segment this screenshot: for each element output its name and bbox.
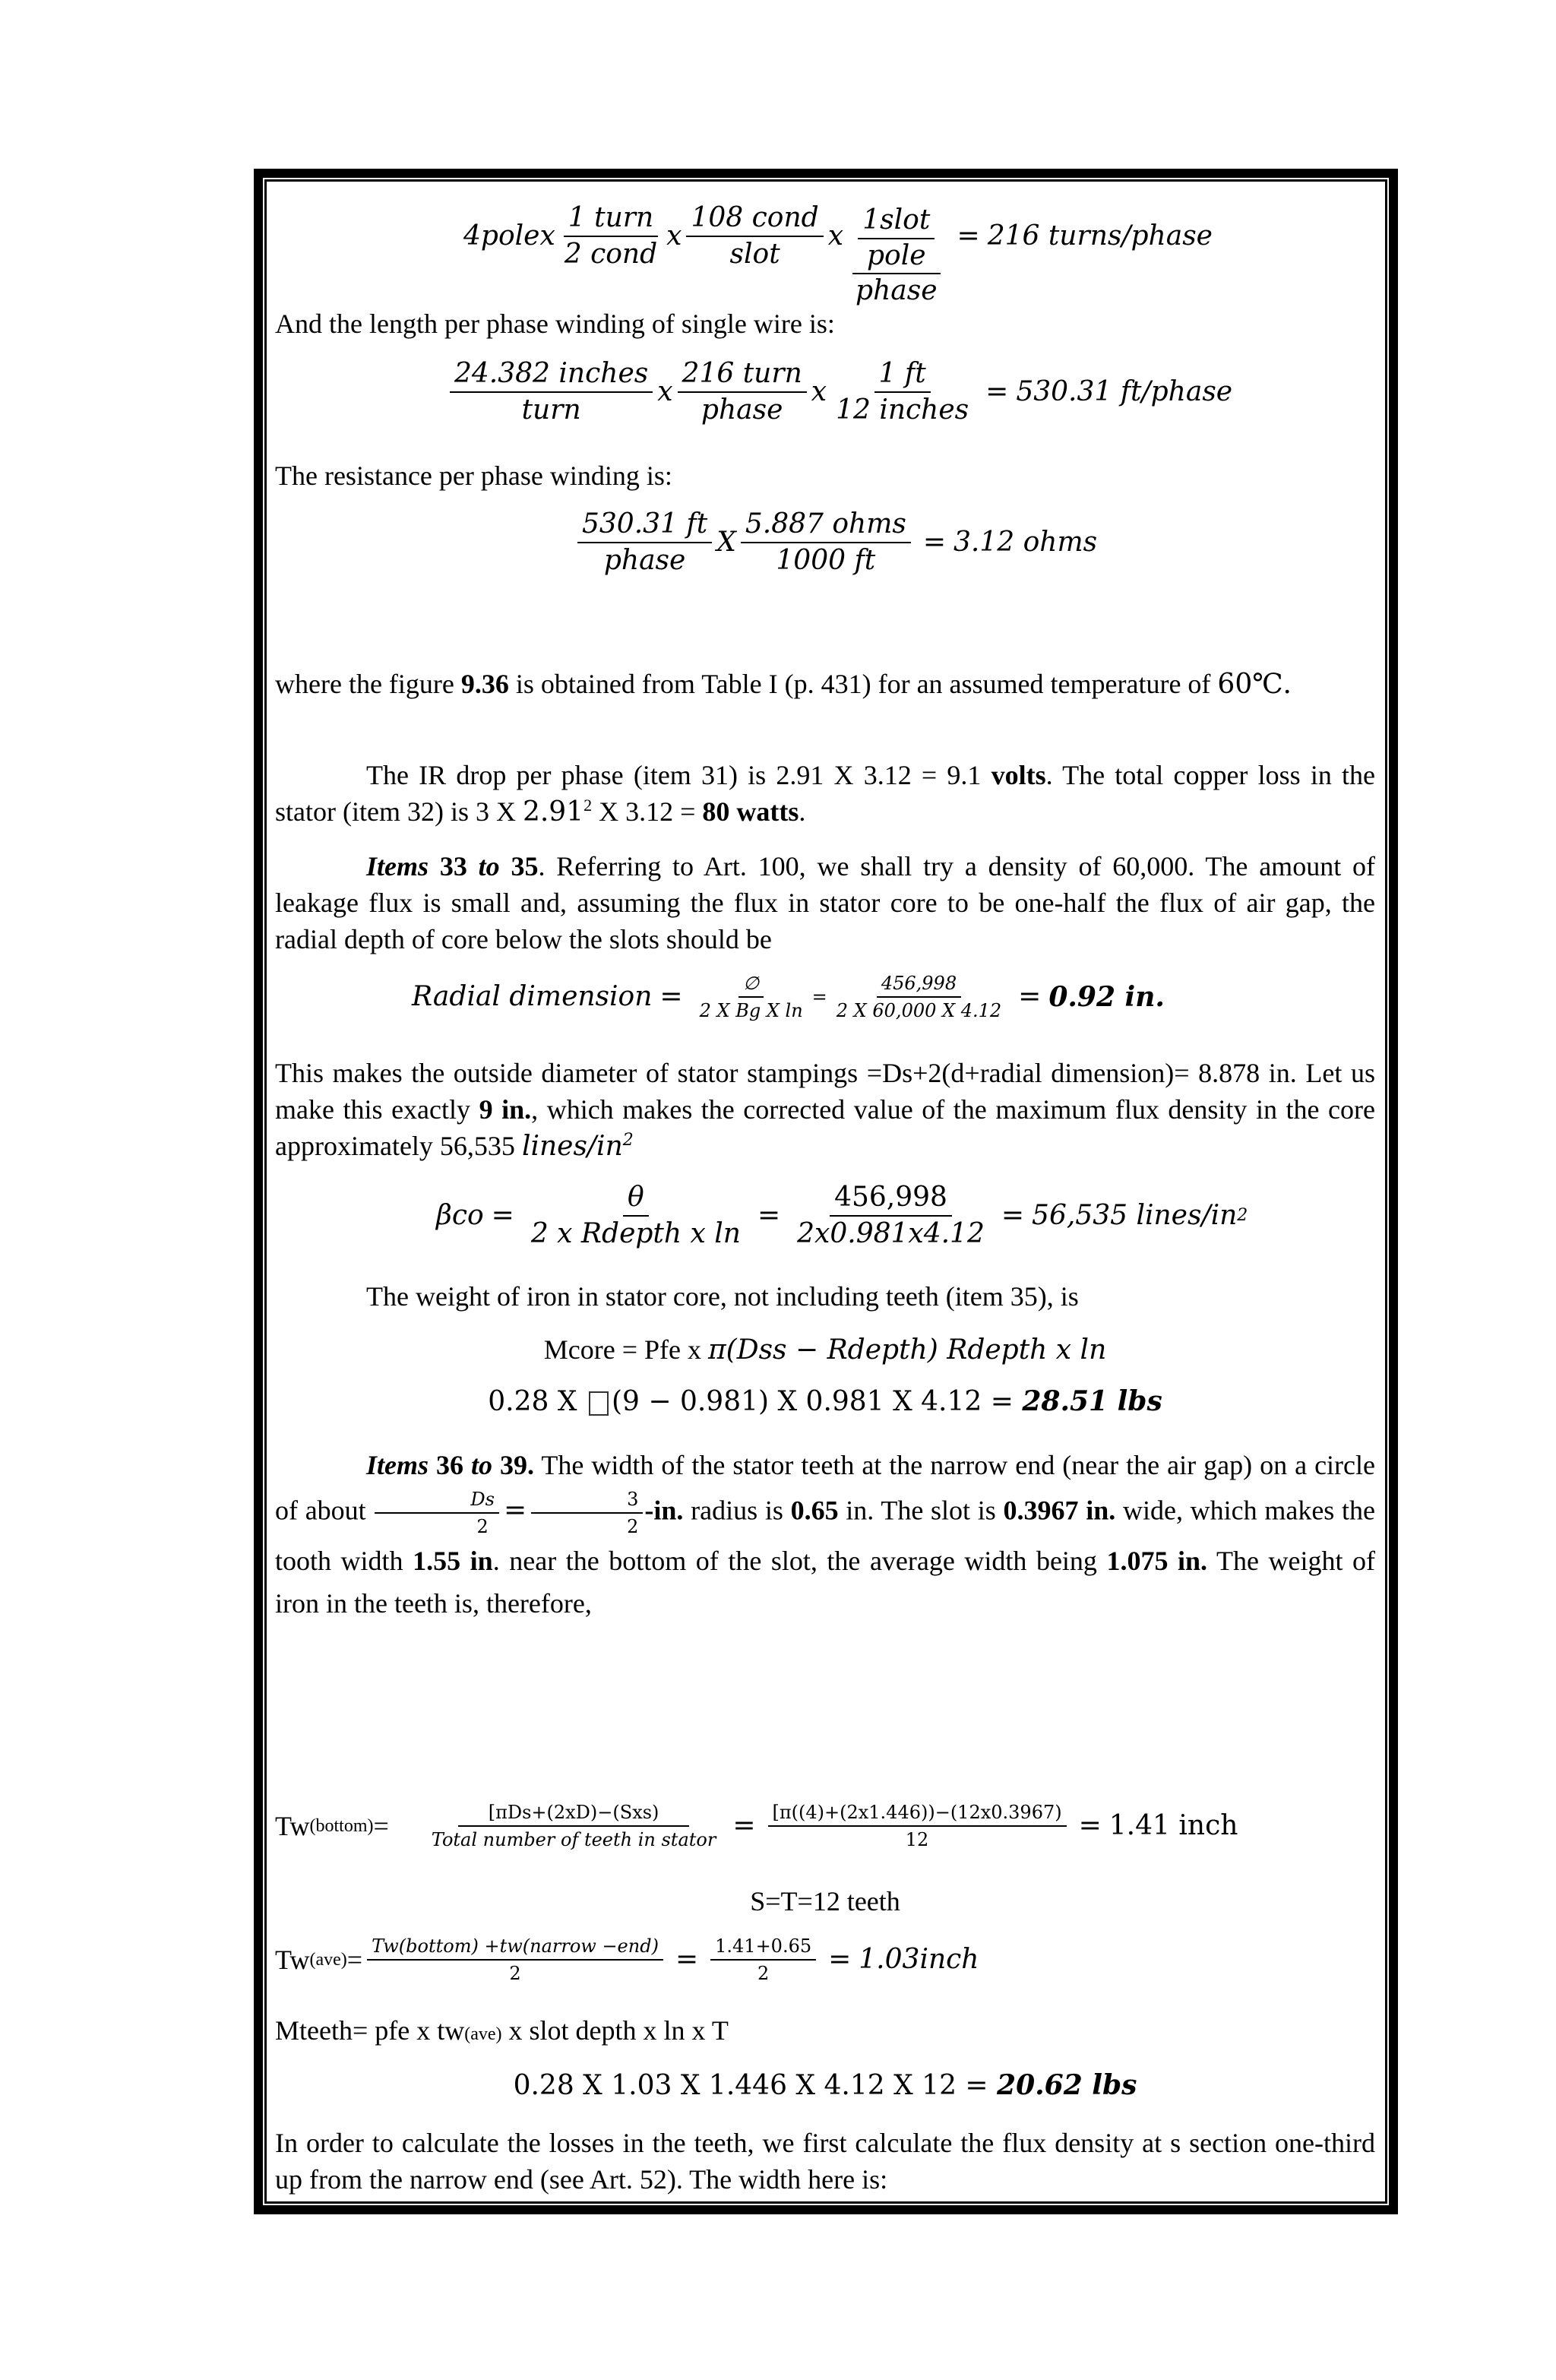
text-run: wide, which makes the tooth width [275,1495,1376,1576]
text-run: Mcore = Pfe x [543,1334,708,1365]
eq-operator: = [828,1944,852,1975]
equation-length-per-phase [445,353,1232,432]
text-run: 9.36 [460,669,509,699]
eq-result: 530.31 ft/phase [1016,376,1233,407]
text-run: . Referring to Art. 100, we shall try a density of 60,000. The amount of leakage flux is small and, assuming the flux in stator core to be one-half the flux of air gap, the radial depth of core below the slots should be [275,851,1375,954]
eq-operator: x [657,376,673,407]
eq-term: Radial dimension [412,981,653,1012]
eq-operator: X [716,527,736,558]
fraction-denominator: turn [521,394,581,426]
text-run: where the figure [275,669,461,699]
text-run: is obtained from Table I (p. 431) for an assumed temperature of [508,669,1218,699]
fraction-numerator: 456,998 [830,1180,952,1217]
text-run: x slot depth x ln x T [501,2015,729,2046]
text-run: 35 [499,851,539,881]
eq-operator: = [1001,1200,1025,1231]
text-run: to [471,1450,493,1480]
equation-slot-teeth: S=T=12 teeth [750,1886,900,1916]
eq-term: βco [436,1200,484,1231]
text-run: 1.075 in. [1106,1546,1208,1576]
text-run: . near the bottom of the slot, the average width being [492,1546,1107,1576]
text-run: 33 [429,851,479,881]
text-run: 39. [492,1450,535,1480]
fraction-denominator: 2 cond [564,239,658,270]
text-run: π(Dss − Rdepth) Rdepth x ln [708,1334,1107,1366]
fraction-numerator: [π((4)+(2x1.446))−(12x0.3967) [768,1799,1067,1827]
text-run: . [799,796,806,827]
paragraph [275,666,1375,703]
fraction-denominator: 2 X 60,000 X 4.12 [836,1000,1002,1021]
eq-operator: = [503,1495,527,1527]
fraction-numerator: 456,998 [877,970,961,998]
fraction-denominator: 2x0.981x4.12 [797,1218,985,1249]
text-run: to [478,851,500,881]
paragraph [275,1444,1375,1625]
fraction-denominator: phase [852,273,940,308]
fraction-denominator: 2 [476,1516,489,1537]
paragraph [275,2012,1375,2052]
equation-core-weight [275,1383,1375,1420]
equation-tooth-width-bottom [275,1792,1238,1860]
text-run: This makes the outside diameter of stator stampings =Ds+2(d+radial dimension)= 8.878 in. Let us make this exactly [275,1058,1375,1125]
text-run: Mteeth= pfe x tw [275,2015,465,2046]
paragraph: And the length per phase winding of single wire is: [275,309,835,339]
fraction-denominator: 2 [627,1516,639,1537]
eq-operator: = [675,1944,699,1975]
fraction-numerator: 1 ft [874,356,931,393]
text-run: , which makes the corrected value of the maximum flux density in the core approximately 56,535 [275,1094,1375,1161]
paragraph [275,757,1375,831]
text-run: 80 watts [702,796,799,827]
fraction-numerator: 1 turn [564,201,658,237]
paragraph: In order to calculate the losses in the teeth, we first calculate the flux density at s section one-third up from the narrow end (see Art. 52). The width here is: [275,2128,1375,2195]
eq-operator: = [373,1811,389,1841]
fraction-numerator: 108 cond [686,201,823,237]
fraction-numerator: 3 [531,1486,643,1514]
eq-result: 56,535 lines/in [1032,1200,1238,1231]
equation-teeth-weight [275,2067,1375,2104]
fraction-denominator: phase [603,545,686,576]
fraction-numerator: 24.382 inches [450,356,653,393]
eq-operator: x [666,220,682,252]
equation-flux-density: βco = $\frac{\theta}{\text{2 x Rdepth x ln}}$ = $\frac{456,998}{2x0.981x4.12}$ = 56,535 lines/in 2 [436,1176,1248,1255]
eq-operator: = [346,1945,363,1975]
eq-operator: = [491,1200,514,1231]
text-run: The weight of iron in the teeth is, therefore, [275,1546,1375,1619]
eq-result: 0.92 in. [1048,981,1165,1013]
equation-radial-dimension [412,967,1165,1027]
eq-operator: = [1018,981,1042,1012]
text-run: 2 [584,796,593,815]
eq-operator: = [811,986,827,1008]
text-run: X 3.12 = [592,796,703,827]
text-run: The IR drop per phase (item 31) is 2.91 X 3.12 = 9.1 [366,760,991,790]
eq-operator: = [922,527,946,558]
eq-operator: = [732,1810,756,1841]
text-run: lines/in [521,1131,623,1162]
text-run: in. The slot is [838,1495,1004,1526]
equation-turns-per-phase [463,179,1213,306]
eq-term: Tw [275,1945,310,1975]
fraction-denominator: phase [701,394,783,426]
eq-operator: = [985,376,1009,407]
text-run: . The total copper loss in the stator (item 32) is 3 X [275,760,1375,827]
eq-subscript: (ave) [309,1950,347,1970]
eq-operator: = [1078,1810,1102,1841]
fraction-denominator: 2 x Rdepth x ln [530,1218,741,1249]
fraction-numerator: [πDs+(2xD)−(Sxs) [458,1799,690,1827]
eq-operator: = [757,1200,781,1231]
fraction-numerator: 216 turn [678,356,807,393]
fraction-denominator: 12 [905,1829,929,1850]
eq-result: 1.03inch [859,1944,979,1975]
text-run: 60℃. [1217,669,1292,700]
fraction-numerator: ∅ [738,970,764,998]
text-run: 2 [622,1131,634,1150]
fraction-denominator: 2 [509,1963,521,1984]
eq-operator: x [811,376,827,407]
fraction-denominator: 1000 ft [776,545,876,576]
fraction-numerator: θ [623,1180,649,1217]
fraction-denominator: 2 X Bg X ln [699,1000,803,1021]
text-run: Items [366,1450,429,1480]
fraction-numerator: 1.41+0.65 [710,1933,816,1961]
text-run: Items [366,851,429,881]
paragraph [275,848,1375,957]
fraction-numerator: Tw(bottom) +tw(narrow −end) [367,1933,663,1961]
text-run: (9 − 0.981) X 0.981 X 4.12 = [611,1386,1023,1417]
eq-subscript: (bottom) [309,1816,374,1836]
fraction-numerator: Ds [375,1486,499,1514]
text-run: volts [991,760,1046,790]
text-run: 0.65 [790,1495,839,1526]
fraction-denominator: 2 [757,1963,770,1984]
text-run: (ave) [464,2024,502,2044]
fraction-numerator: 5.887 ohms [741,507,911,543]
text-run: 1.55 in [413,1546,493,1576]
eq-term: Tw [275,1811,310,1841]
equation-tooth-width-average [275,1926,979,1994]
document-body [275,179,1376,2195]
eq-result: 216 turns/phase [987,220,1213,252]
text-run: 9 in. [479,1094,532,1125]
text-run: 2.91 [522,796,584,828]
eq-operator: x [827,220,844,252]
fraction-denominator: 12 inches [836,394,969,426]
fraction-denominator: slot [729,239,780,270]
eq-result: 20.62 lbs [997,2069,1137,2101]
eq-operator: = [659,981,683,1012]
eq-result: 28.51 lbs [1022,1385,1162,1417]
equation-mcore [275,1331,1375,1369]
missing-glyph-icon [589,1391,609,1416]
text-run: 0.28 X [488,1386,586,1417]
eq-operator: = [957,220,980,252]
fraction-numerator: 1slot [858,203,935,239]
paragraph [275,1055,1375,1165]
eq-term: 4polex [463,220,555,252]
paragraph: The resistance per phase winding is: [275,460,672,491]
text-run: The width of the stator teeth at the narrow end (near the air gap) on a circle of about [275,1450,1376,1526]
text-run: 36 [429,1450,472,1480]
fraction-denominator: Total number of teeth in stator [431,1829,716,1850]
fraction-denominator: pole [867,240,926,271]
paragraph: The weight of iron in stator core, not including teeth (item 35), is [366,1281,1079,1312]
fraction-numerator: 530.31 ft [577,507,712,543]
text-run: 0.28 X 1.03 X 1.446 X 4.12 X 12 = [513,2070,998,2101]
equation-resistance-per-phase [573,503,1097,582]
eq-result: 3.12 ohms [954,527,1098,558]
text-run: -in. [644,1495,684,1526]
text-run: radius is [683,1495,791,1526]
eq-result: 1.41 inch [1108,1810,1238,1841]
text-run: 0.3967 in. [1003,1495,1116,1526]
